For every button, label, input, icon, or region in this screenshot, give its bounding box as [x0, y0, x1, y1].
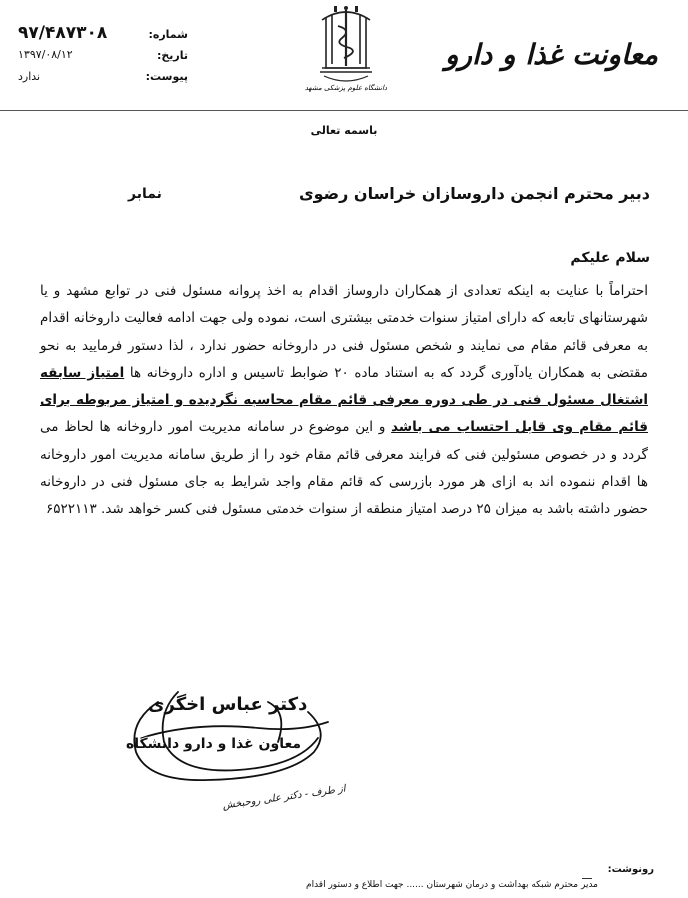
fax-label: نمابر	[128, 186, 162, 202]
cc-bullet-dash	[582, 878, 592, 879]
date-label: تاریخ:	[156, 49, 188, 62]
letter-body	[40, 278, 648, 524]
cc-item: مدیر محترم شبکه بهداشت و درمان شهرستان ...... جهت اطلاع و دستور اقدام	[306, 880, 598, 890]
body-underlined: امتیاز سابقه اشتغال مسئول فنی در طی دوره معرفی قائم مقام محاسبه نگردیده و امتیاز مربوطه برای قائم مقام وی قابل احتساب می باشد	[40, 364, 649, 436]
logo-caption: دانشگاه علوم پزشکی مشهد	[304, 84, 388, 92]
cc-label: رونوشت:	[607, 864, 654, 875]
letter-date: ۱۳۹۷/۰۸/۱۲	[18, 48, 73, 61]
attachment-label: پیوست:	[145, 70, 188, 83]
letter-number: ۹۷/۴۸۷۳۰۸	[18, 23, 108, 43]
header-divider	[0, 110, 688, 111]
letter-attachment: ندارد	[18, 70, 41, 83]
department-title: معاونت غذا و دارو	[444, 38, 658, 71]
delegate-note: از طرف - دکتر علی روحبخش	[221, 783, 347, 812]
signatory-title: معاون غذا و دارو دانشگاه	[126, 736, 302, 752]
invocation: باسمه تعالی	[310, 124, 378, 137]
university-logo	[304, 6, 388, 94]
greeting: سلام علیکم	[570, 250, 650, 266]
meta-values	[18, 22, 138, 88]
body-part-1: احتراماً با عنایت به اینکه تعدادی از همکاران داروساز اقدام به اخذ پروانه مسئول فنی در توابع مشهد و یا شهرستانهای تابعه که دارای امتیاز سنوات خدمتی بیشتری است، نموده ولی جهت ادامه فعالیت داروخانه اقدام به معرفی قائم مقام می نمایند و شخص مسئول فنی در داروخانه حضور ندارد ، لذا دستور فرمایید به نحو مقتضی به همکاران یادآوری گردد که به استناد ماده ۲۰ ضوابط تاسیس و اداره داروخانه ها	[40, 283, 648, 381]
recipient: دبیر محترم انجمن داروسازان خراسان رضوی	[298, 184, 650, 203]
signatory-name: دکتر عباس اخگری	[148, 694, 308, 715]
number-label: شماره:	[148, 28, 188, 41]
body-part-2: و این موضوع در سامانه مدیریت امور داروخانه ها لحاظ می گردد و در خصوص مسئولین فنی که فرایند معرفی قائم مقام خود را از طریق سامانه مدیریت امور داروخانه ها اقدام ننموده اند به ازای هر مورد بازرسی که قائم مقام واجد شرایط به جای مسئول فنی در داروخانه حضور داشته باشد به میزان ۲۵ درصد امتیاز منطقه از سنوات خدمتی مسئول فنی کسر خواهد شد. ۶۵۲۲۱۱۳	[40, 419, 648, 518]
